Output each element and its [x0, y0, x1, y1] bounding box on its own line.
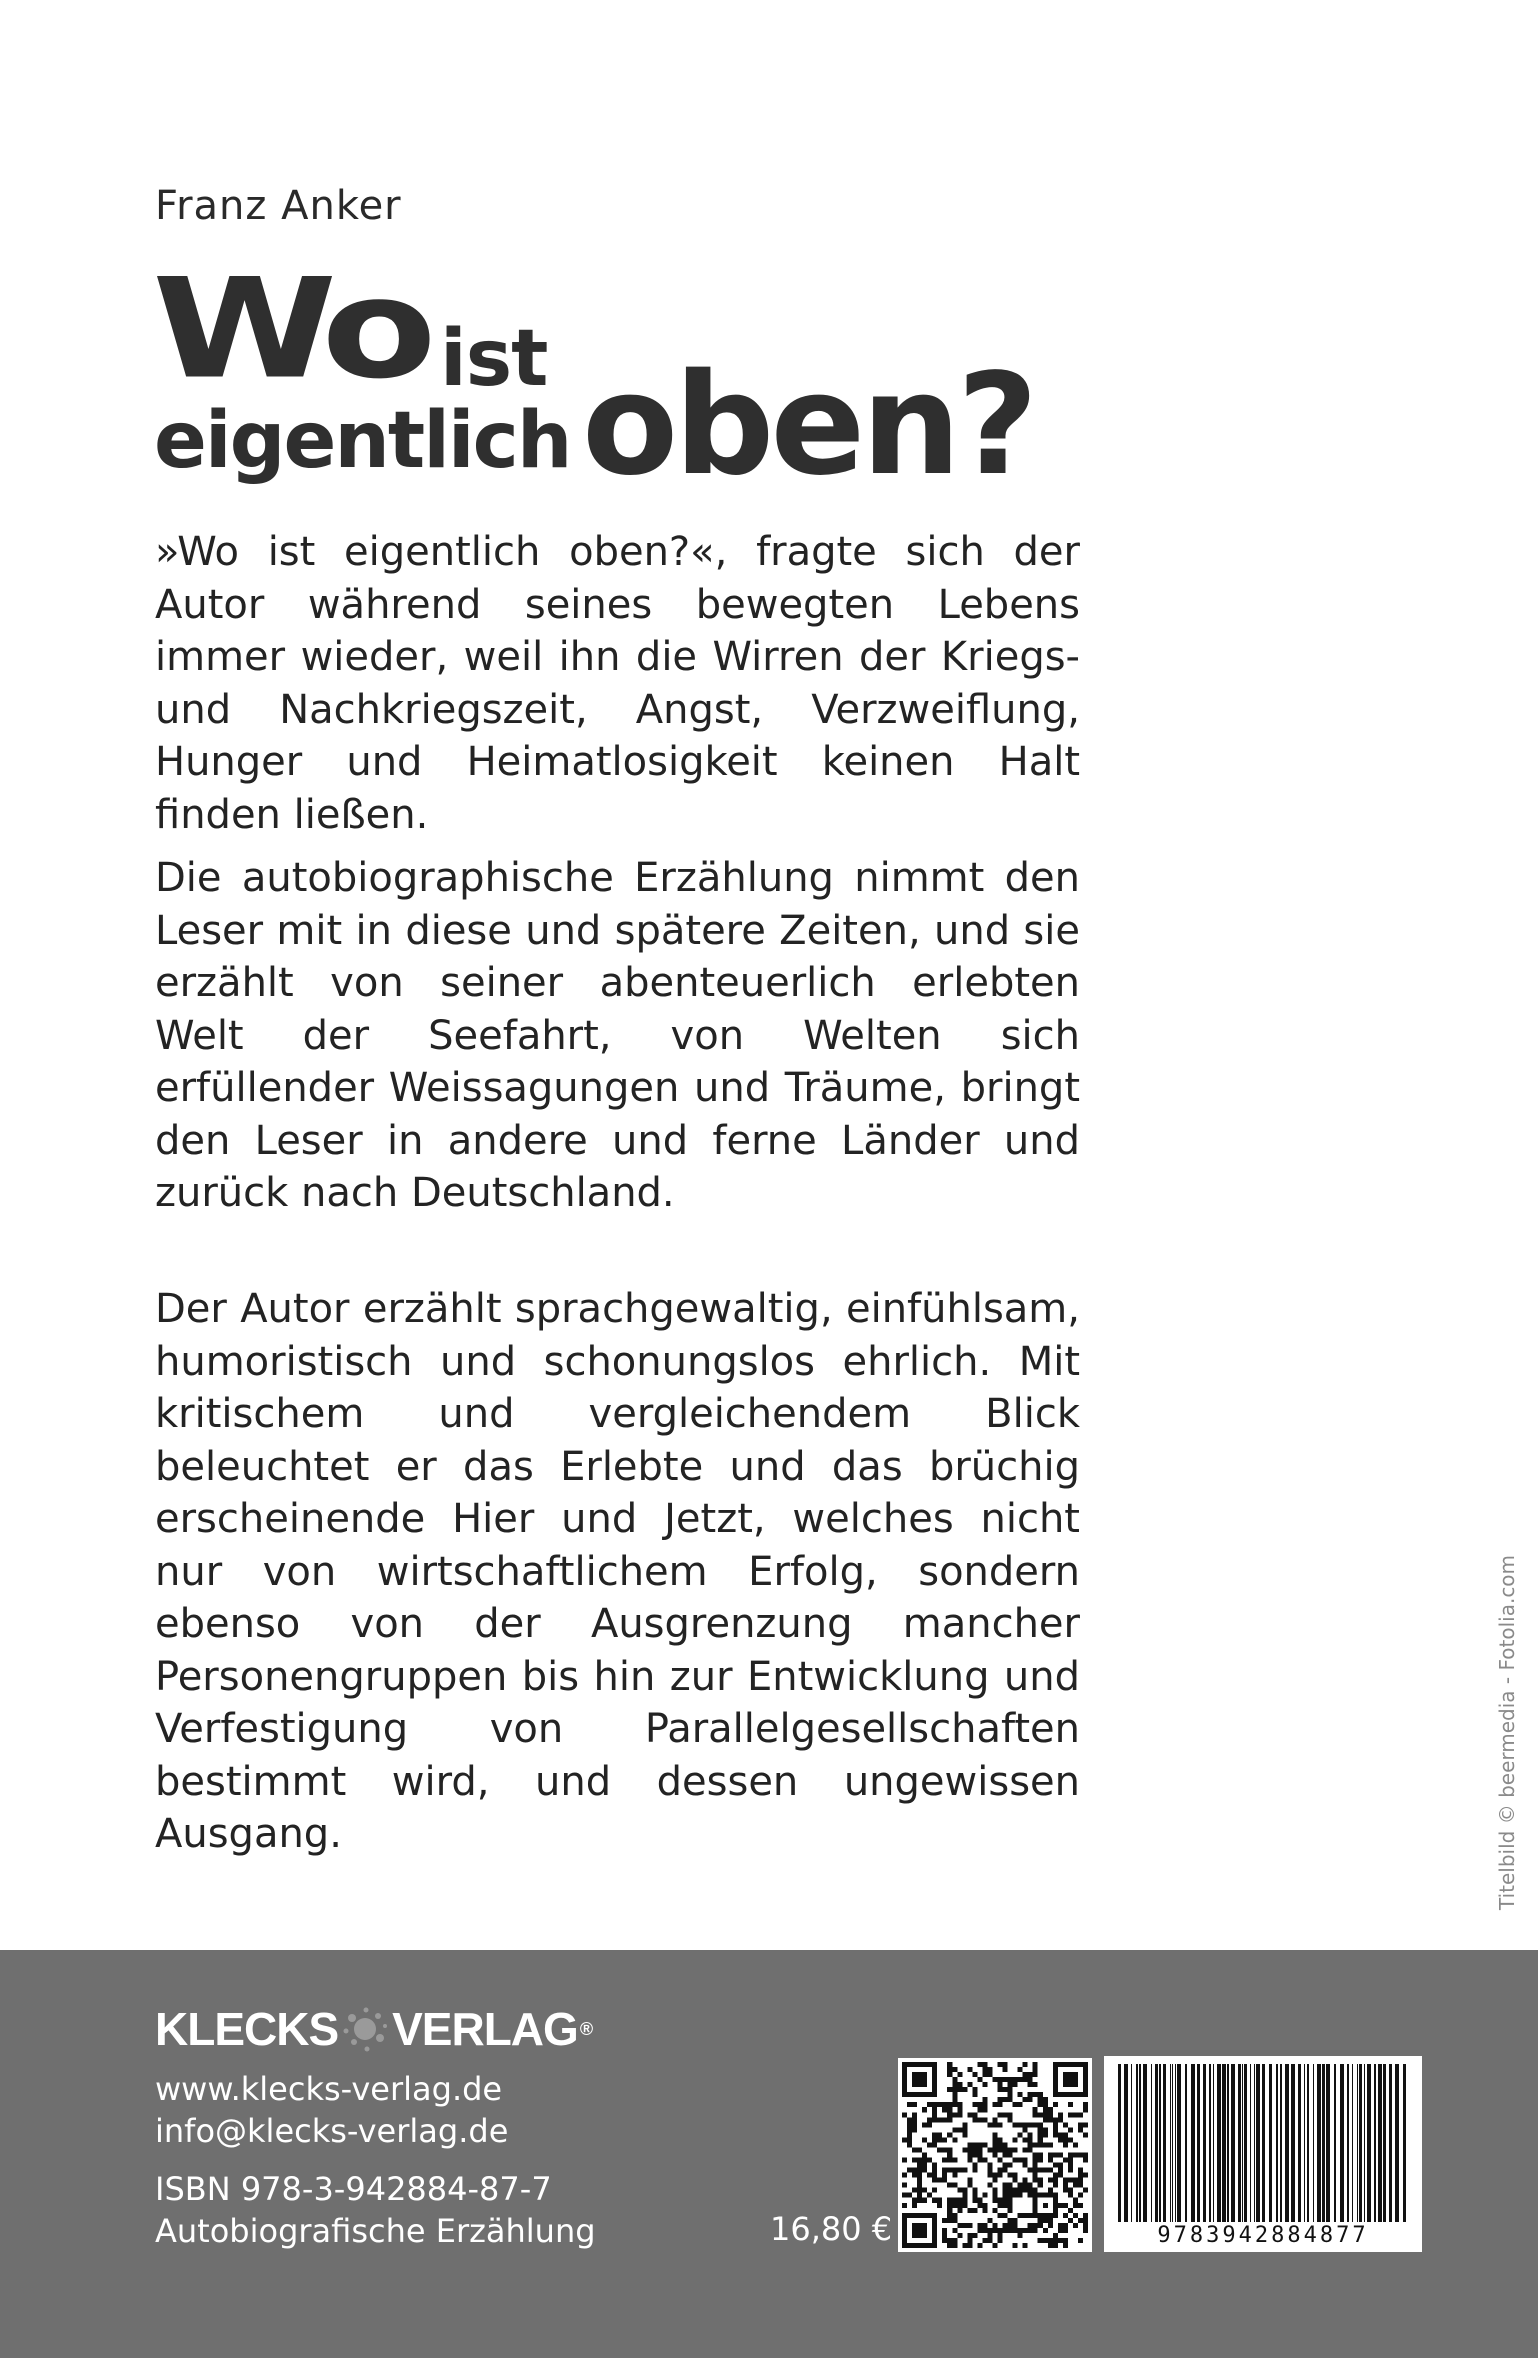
book-title — [152, 248, 1152, 507]
blurb-paragraph-2: Die autobiographische Erzählung nimmt den Leser mit in diese und spätere Zeiten, und sie erzählt von seiner abenteuerlich erlebten Welt der Seefahrt, von Welten sich erfüllender Weissagungen und Träume, bringt den Leser in andere und ferne Länder und zurück nach Deutschland. — [155, 855, 1080, 1216]
image-credit: Titelbild © beermedia - Fotolia.com — [1495, 1554, 1519, 1910]
title-wo: Wo — [152, 248, 427, 410]
blurb-paragraph-3: Der Autor erzählt sprachgewaltig, einfühlsam, humoristisch und schonungslos ehrlich. Mit kritischem und vergleichendem Blick beleuchtet er das Erlebte und das brüchig erscheinende Hier und Jetzt, welches nicht nur von wirtschaftlichem Erfolg, sondern ebenso von der Ausgrenzung mancher Personengruppen bis hin zur Entwicklung und Verfestigung von Parallelgesellschaften bestimmt wird, und dessen ungewissen Ausgang. — [155, 1286, 1080, 1857]
title-ist: ist — [440, 314, 548, 404]
barcode-number: 9783942884877 — [1112, 2223, 1414, 2248]
publisher-contact — [155, 2068, 508, 2152]
isbn: ISBN 978-3-942884-87-7 — [155, 2170, 552, 2208]
blurb-paragraph-1: »Wo ist eigentlich oben?«, fragte sich der Autor während seines bewegten Lebens immer wieder, weil ihn die Wirren der Kriegs- und Nachkriegszeit, Angst, Verzweiflung, Hunger und Heimatlosigkeit keinen Halt finden ließen. — [155, 529, 1080, 838]
price: 16,80 € — [770, 2210, 893, 2248]
barcode-icon — [1104, 2056, 1422, 2252]
ink-splat-icon — [340, 2004, 390, 2054]
qr-code-icon[interactable] — [898, 2058, 1092, 2252]
publisher-name-left: KLECKS — [155, 2003, 339, 2055]
publisher-logo — [155, 2002, 592, 2056]
title-eigentlich: eigentlich — [154, 396, 571, 486]
publisher-website[interactable]: www.klecks-verlag.de — [155, 2070, 503, 2108]
author-name: Franz Anker — [155, 183, 402, 229]
registered-mark: ® — [579, 2018, 593, 2039]
footer-panel — [0, 1950, 1538, 2358]
publisher-name-right: VERLAG — [392, 2003, 578, 2055]
title-oben: oben? — [582, 344, 1035, 507]
genre: Autobiografische Erzählung — [155, 2212, 596, 2250]
book-info — [155, 2168, 596, 2252]
publisher-email[interactable]: info@klecks-verlag.de — [155, 2112, 509, 2150]
qr-code-graphic — [902, 2062, 1088, 2248]
